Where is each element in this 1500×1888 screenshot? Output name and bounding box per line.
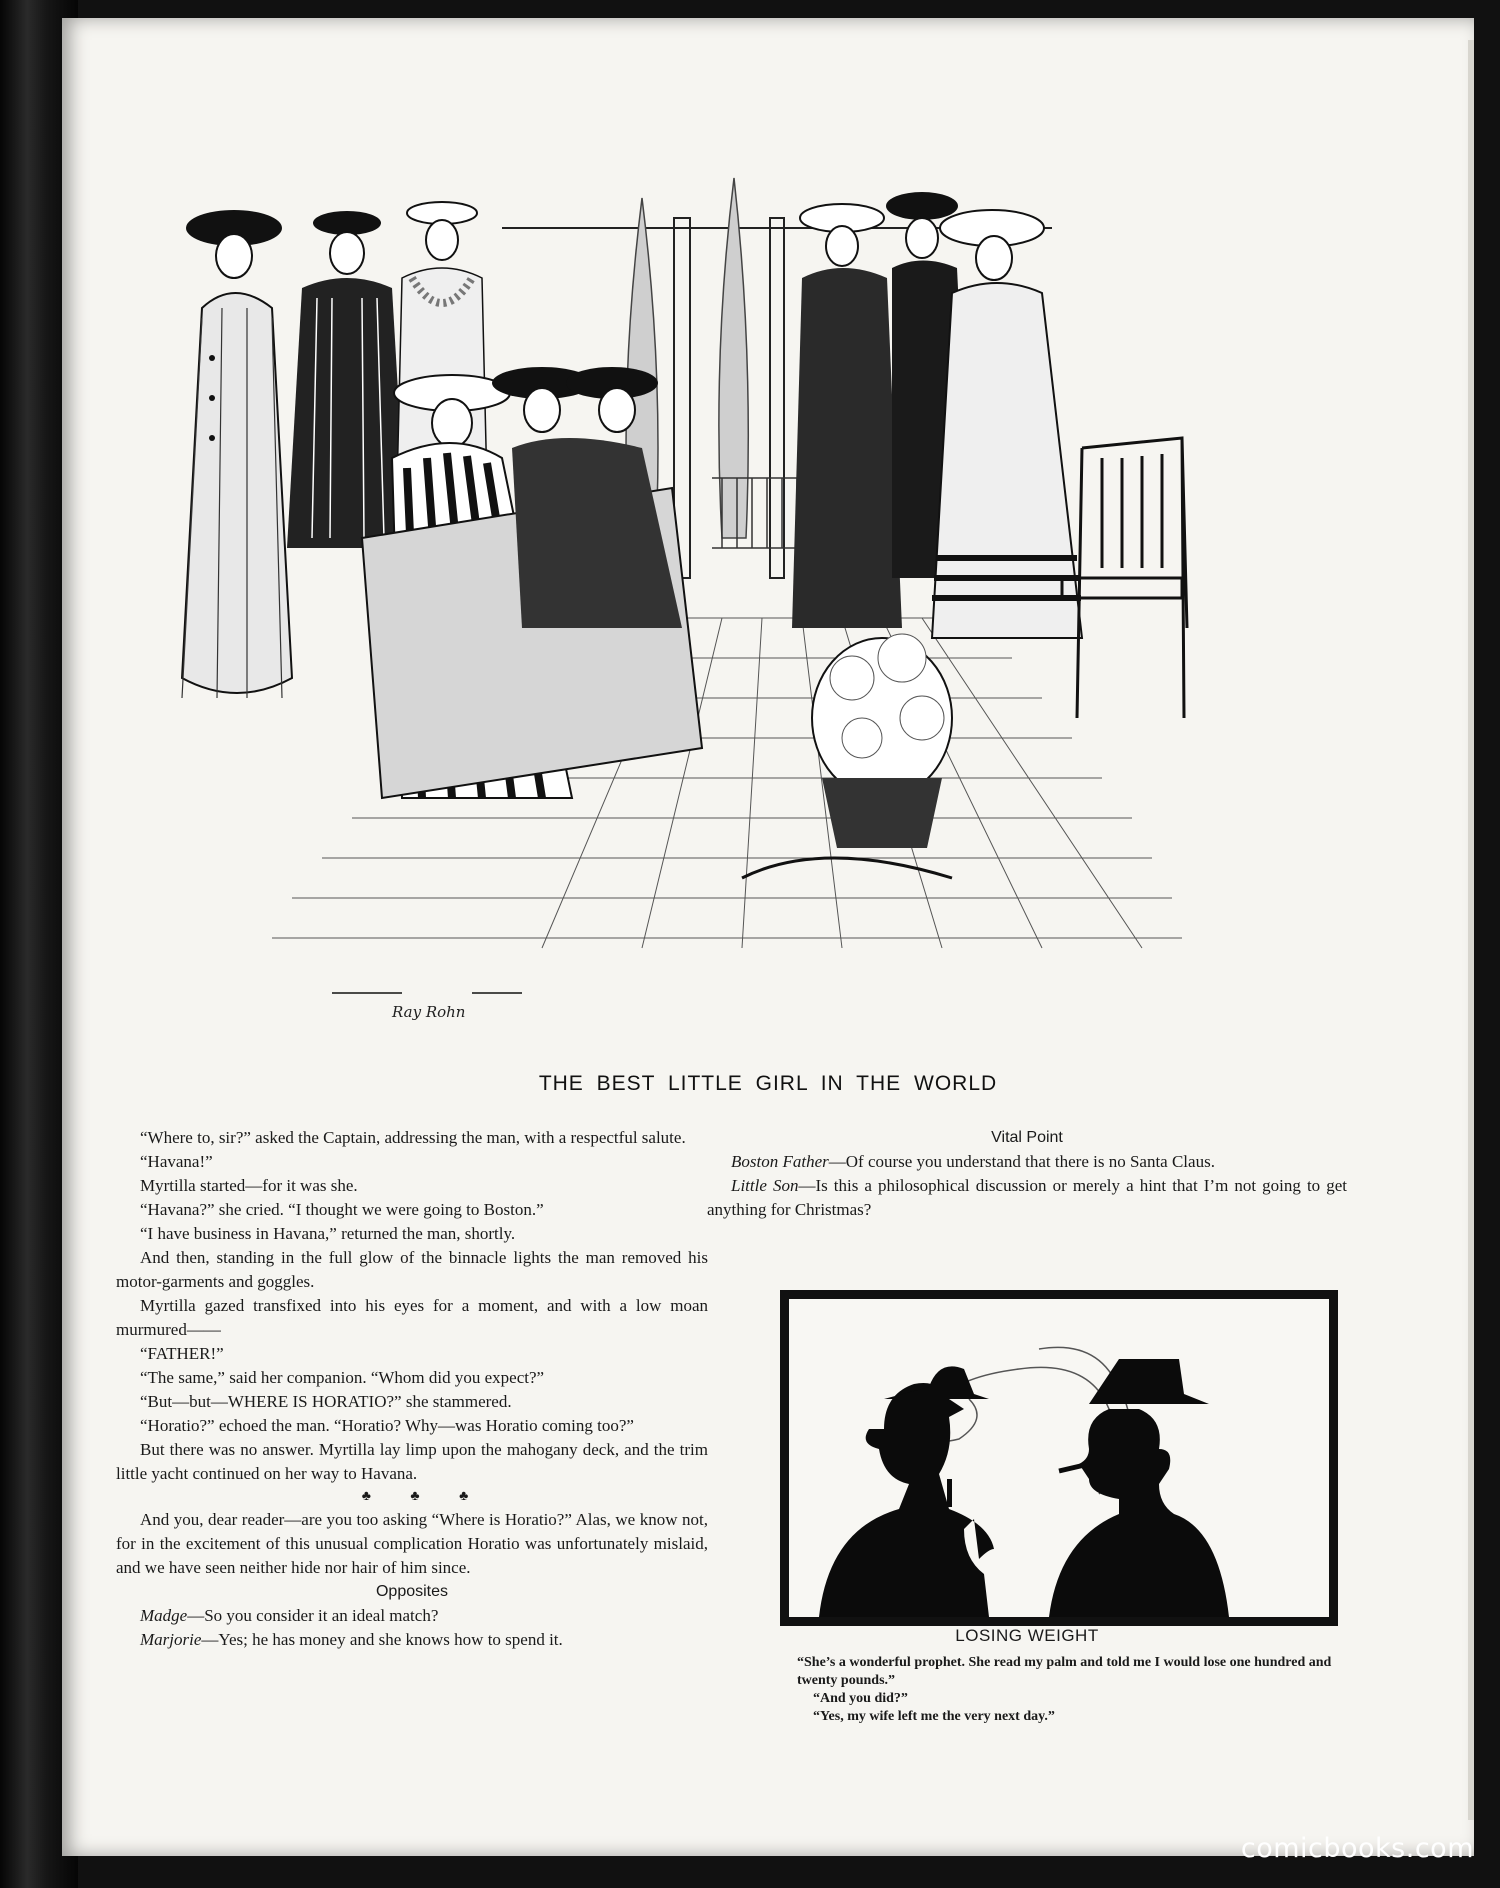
silhouette-cartoon	[780, 1290, 1338, 1626]
article-headline: THE BEST LITTLE GIRL IN THE WORLD	[538, 1072, 998, 1095]
page-edge	[1468, 40, 1474, 1820]
caption-line: “She’s a wonderful prophet. She read my palm and told me I would lose one hundred and twenty pounds.”	[797, 1655, 1332, 1688]
opposites-title: Opposites	[375, 1583, 449, 1600]
speaker-name: Madge	[140, 1606, 188, 1625]
story-paragraph: But there was no answer. Myrtilla lay limp upon the mahogany deck, and the trim little yacht continued on her way to Havana.	[116, 1440, 708, 1483]
section-dingbats: ♣ ♣ ♣	[361, 1489, 487, 1504]
story-paragraph: Myrtilla started—for it was she.	[140, 1176, 358, 1195]
story-paragraph: “Where to, sir?” asked the Captain, addressing the man, with a respectful salute.	[140, 1128, 686, 1147]
opposites-line	[116, 1604, 708, 1628]
dialogue-text: —Is this a philosophical discussion or merely a hint that I’m not going to get anything for Christmas?	[707, 1176, 1347, 1219]
cartoon-caption	[797, 1654, 1357, 1726]
caption-line: “Yes, my wife left me the very next day.”	[813, 1709, 1055, 1724]
vital-point-line	[707, 1150, 1347, 1174]
dialogue-text: —Of course you understand that there is no Santa Claus.	[828, 1152, 1215, 1171]
dialogue-text: —So you consider it an ideal match?	[187, 1606, 439, 1625]
story-paragraph: Myrtilla gazed transfixed into his eyes for a moment, and with a low moan murmured——	[116, 1296, 708, 1339]
story-paragraph: “FATHER!”	[140, 1344, 224, 1363]
story-column	[116, 1126, 708, 1652]
story-paragraph: “I have business in Havana,” returned the man, shortly.	[140, 1224, 516, 1243]
vital-point-title: Vital Point	[991, 1129, 1063, 1146]
vital-point-line	[707, 1174, 1347, 1222]
caption-line: “And you did?”	[813, 1691, 908, 1706]
story-paragraph: “Havana!”	[140, 1152, 213, 1171]
story-paragraph: “But—but—WHERE IS HORATIO?” she stammered.	[140, 1392, 512, 1411]
cartoon-title: LOSING WEIGHT	[955, 1626, 1099, 1645]
speaker-name: Little Son	[731, 1176, 799, 1195]
fashion-illustration	[122, 158, 1332, 1058]
dialogue-text: —Yes; he has money and she knows how to spend it.	[201, 1630, 563, 1649]
story-paragraph: “The same,” said her companion. “Whom did you expect?”	[140, 1368, 545, 1387]
story-paragraph: “Havana?” she cried. “I thought we were going to Boston.”	[140, 1200, 544, 1219]
artist-signature: Ray Rohn	[392, 1003, 466, 1021]
speaker-name: Marjorie	[140, 1630, 202, 1649]
watermark: comicbooks.com	[1240, 1833, 1474, 1864]
story-paragraph: “Horatio?” echoed the man. “Horatio? Why—was Horatio coming too?”	[140, 1416, 634, 1435]
story-closing: And you, dear reader—are you too asking “Where is Horatio?” Alas, we know not, for in the excitement of this unusual complication Horatio was unfortunately mislaid, and we have seen neither hide nor hair of him since.	[116, 1510, 708, 1577]
opposites-line	[116, 1628, 708, 1652]
joke-column	[707, 1126, 1347, 1222]
story-paragraph: And then, standing in the full glow of the binnacle lights the man removed his motor-garments and goggles.	[116, 1248, 708, 1291]
magazine-page	[62, 18, 1474, 1856]
speaker-name: Boston Father	[731, 1152, 829, 1171]
